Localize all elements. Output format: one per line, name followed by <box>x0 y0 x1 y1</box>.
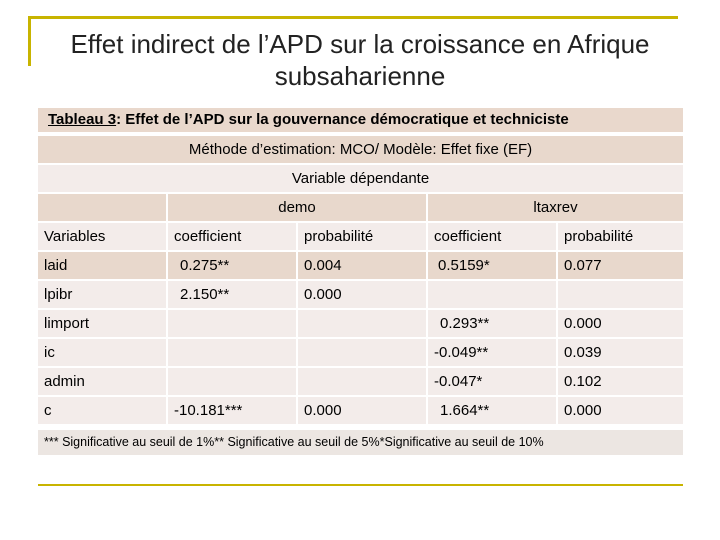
table-cell <box>296 339 426 366</box>
table-row <box>38 368 683 395</box>
group-header-demo: demo <box>166 194 426 221</box>
method-cell: Méthode d’estimation: MCO/ Modèle: Effet fixe (EF) <box>38 136 683 163</box>
table-cell: ic <box>38 339 166 366</box>
table-cell: 0.275** <box>166 252 296 279</box>
table-cell: 1.664** <box>426 397 556 424</box>
table-row <box>38 310 683 337</box>
column-header: coefficient <box>426 223 556 250</box>
table-cell: 0.5159* <box>426 252 556 279</box>
table-cell: 0.293** <box>426 310 556 337</box>
table-cell: 0.000 <box>556 310 683 337</box>
dependent-variable-row <box>38 165 683 192</box>
method-row <box>38 136 683 163</box>
column-header: coefficient <box>166 223 296 250</box>
results-table <box>38 134 683 426</box>
group-header-blank <box>38 194 166 221</box>
table-cell <box>296 368 426 395</box>
table-row <box>38 339 683 366</box>
table-cell: 2.150** <box>166 281 296 308</box>
table-cell: -10.181*** <box>166 397 296 424</box>
table-caption-number: Tableau 3 <box>48 111 117 128</box>
decorative-frame-left <box>28 16 31 66</box>
table-cell <box>166 368 296 395</box>
table-cell: lpibr <box>38 281 166 308</box>
table-cell: admin <box>38 368 166 395</box>
group-header-row <box>38 194 683 221</box>
dependent-variable-cell: Variable dépendante <box>38 165 683 192</box>
table-cell <box>166 310 296 337</box>
table-cell: laid <box>38 252 166 279</box>
column-header: Variables <box>38 223 166 250</box>
table-cell: -0.047* <box>426 368 556 395</box>
table-cell: limport <box>38 310 166 337</box>
table-row <box>38 397 683 424</box>
slide-title-line2: subsaharienne <box>274 61 446 91</box>
table-cell <box>296 310 426 337</box>
column-header-row <box>38 223 683 250</box>
table-cell: 0.000 <box>556 397 683 424</box>
table-cell <box>166 339 296 366</box>
table-cell: -0.049** <box>426 339 556 366</box>
column-header: probabilité <box>296 223 426 250</box>
table-cell: 0.102 <box>556 368 683 395</box>
slide-title-line1: Effet indirect de l’APD sur la croissance en Afrique <box>70 29 650 59</box>
table-cell <box>426 281 556 308</box>
table-caption-text: : Effet de l’APD sur la gouvernance démocratique et techniciste <box>116 111 569 128</box>
table-cell: 0.000 <box>296 281 426 308</box>
table-cell <box>556 281 683 308</box>
table-cell: 0.004 <box>296 252 426 279</box>
table-caption <box>38 108 683 132</box>
decorative-frame-bottom <box>38 484 683 486</box>
table-cell: 0.000 <box>296 397 426 424</box>
table-cell: 0.039 <box>556 339 683 366</box>
decorative-frame-top <box>28 16 678 19</box>
significance-note: *** Significative au seuil de 1%** Significative au seuil de 5%*Significative au seuil de 10% <box>38 430 683 455</box>
table-row <box>38 281 683 308</box>
table-row <box>38 252 683 279</box>
column-header: probabilité <box>556 223 683 250</box>
slide-title <box>40 28 680 92</box>
table-cell: c <box>38 397 166 424</box>
table-cell: 0.077 <box>556 252 683 279</box>
group-header-ltaxrev: ltaxrev <box>426 194 683 221</box>
